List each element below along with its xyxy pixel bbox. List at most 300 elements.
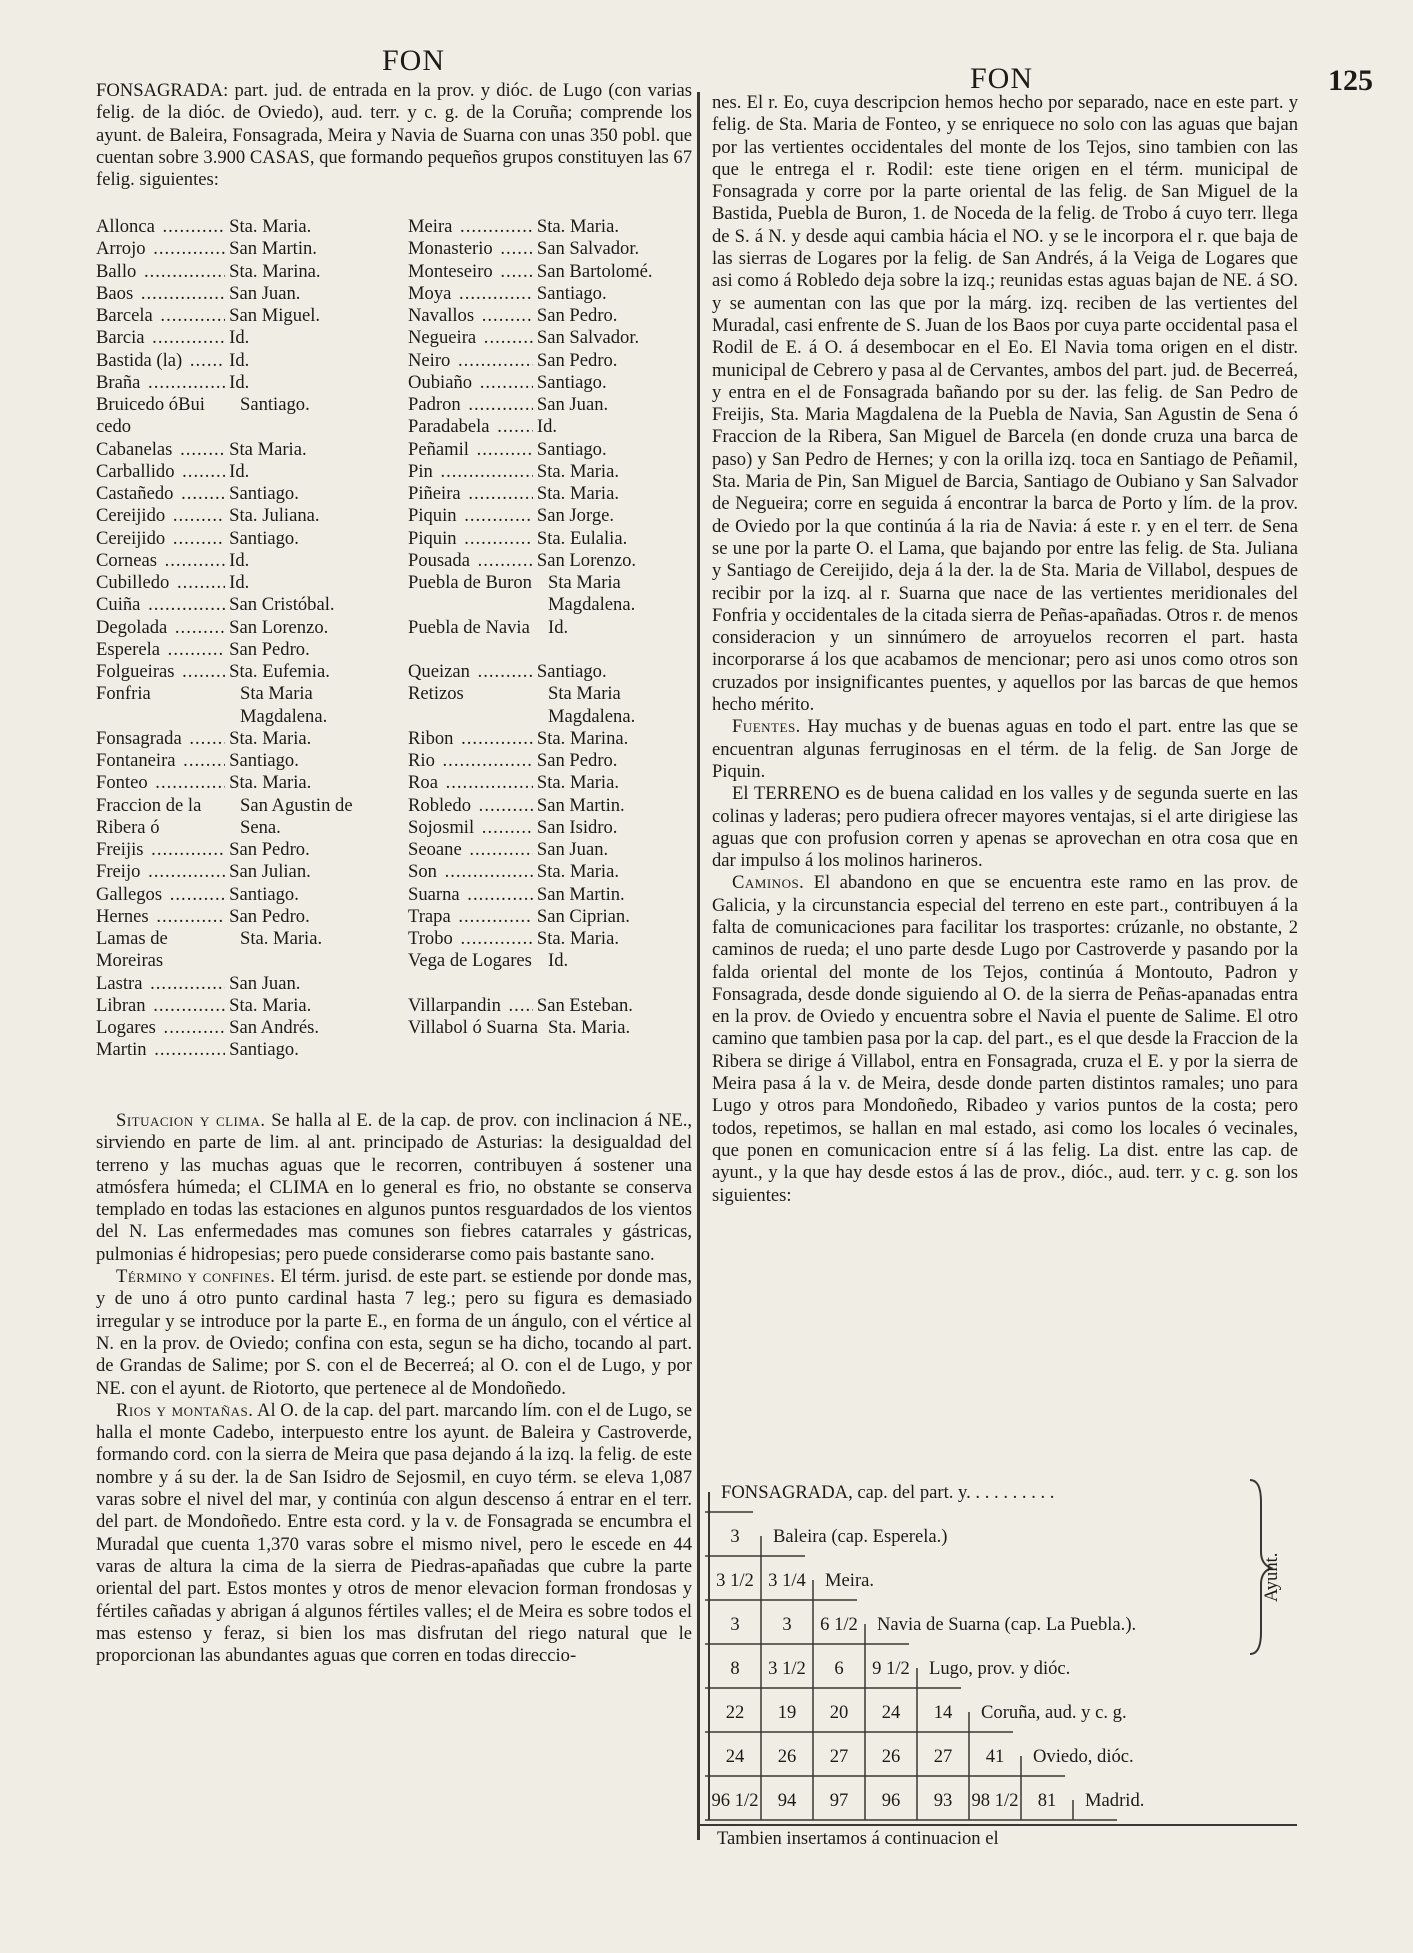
parish-list-left <box>96 216 386 1062</box>
section-text: Hay muchas y de buenas aguas en todo el part. entre las que se encuentran algunas ferruginosas en el térm. de la felig. de San Jorge de Piquin. <box>712 716 1298 782</box>
parish-row <box>96 216 386 238</box>
parish-name <box>408 995 533 1017</box>
parish-name <box>96 617 225 639</box>
parish-name-text: Cuiña <box>96 594 141 616</box>
parish-name <box>96 305 225 327</box>
parish-row <box>408 906 693 928</box>
parish-name <box>408 817 533 839</box>
parish-saint: San Bartolomé. <box>536 260 653 282</box>
distance-value: 20 <box>829 1702 849 1723</box>
distance-value: 14 <box>933 1702 953 1723</box>
parish-name-text: Hernes <box>96 905 149 927</box>
parish-name <box>96 261 225 283</box>
section-paragraph <box>712 716 1298 783</box>
parish-name-text: Martin <box>96 1039 147 1061</box>
parish-saint: San Juan. <box>229 282 301 304</box>
parish-name-text: Neiro <box>408 349 451 371</box>
parish-row <box>408 572 693 617</box>
parish-saint: San Martin. <box>536 883 625 905</box>
distance-value: 3 1/2 <box>716 1570 754 1591</box>
parish-name <box>96 995 225 1017</box>
parish-name <box>96 728 225 750</box>
parish-name <box>96 928 236 973</box>
parish-name-text: Oubiaño <box>408 371 473 393</box>
parish-row <box>408 928 693 950</box>
parish-saint: Sta. Maria. <box>240 928 323 949</box>
parish-name-text: Peñamil <box>408 438 469 460</box>
parish-row <box>408 372 693 394</box>
parish-row <box>408 216 693 238</box>
parish-saint: San Juan. <box>229 972 301 994</box>
parish-saint: Id. <box>548 950 569 972</box>
section-heading: Término y confines. <box>116 1266 276 1288</box>
parish-name-text: Corneas <box>96 549 157 571</box>
parish-name <box>96 1039 225 1061</box>
distance-value: 19 <box>777 1702 797 1723</box>
parish-saint: San Pedro. <box>229 839 310 860</box>
section-heading: Caminos. <box>732 872 805 894</box>
parish-name-text: Cereijido <box>96 505 166 527</box>
parish-name-text: Piquin <box>408 527 457 549</box>
parish-row <box>96 305 386 327</box>
parish-row <box>96 928 386 973</box>
parish-saint: Id. <box>229 327 250 349</box>
section-text: El térm. jurisd. de este part. se estiende por donde mas, y de uno á otro punto cardinal hasta 7 leg.; pero su figura es demasiado irregular y se introduce por la parte E., en forma de un ángulo, con el vértice al N. en la prov. de Oviedo; confina con esta, segun se ha dicho, tocando al part. de Grandas de Salime; por S. con el de Becerreá; al O. con el de Lugo, y por NE. con el ayunt. de Riotorto, que pertenece al de Mondoñedo. <box>96 1266 692 1399</box>
section-text: Se halla al E. de la cap. de prov. con inclinacion á NE., sirviendo en parte de lim. al ant. principado de Asturias: la desigualdad del terreno y las muchas aguas que le recorren, contribuyen á sostener una atmósfera húmeda; el CLIMA en lo general es frio, no obstante se conserva templado en todas las estaciones en algunos puntos resguardados de los vientos del N. Las enfermedades mas comunes son fiebres catarrales y gástricas, pulmonias é hidropesias; pero puede considerarse como pais bastante sano. <box>96 1110 692 1265</box>
parish-name-text: Carballido <box>96 460 175 482</box>
parish-row <box>408 884 693 906</box>
parish-saint: Santiago. <box>229 527 299 549</box>
parish-name <box>96 216 225 238</box>
parish-saint: Sta Maria Magdalena. <box>240 683 328 727</box>
parish-row <box>96 1039 386 1061</box>
parish-name-text: Puebla de Buron <box>408 572 532 593</box>
parish-name-text: Ballo <box>96 260 137 282</box>
parish-saint: Sta Maria Magdalena. <box>548 683 636 727</box>
parish-row <box>96 283 386 305</box>
parish-saint: Sta. Marina. <box>229 260 321 282</box>
parish-row <box>96 528 386 550</box>
parish-name-text: Fonfria <box>96 683 151 705</box>
distance-value: 3 <box>730 1526 740 1547</box>
parish-saint: San Martin. <box>229 238 317 260</box>
section-paragraph <box>96 1400 692 1668</box>
parish-row <box>408 394 693 416</box>
parish-name <box>408 839 533 861</box>
parish-name-text: Cabanelas <box>96 438 173 460</box>
footnote: Tambien insertamos á continuacion el <box>717 1828 999 1849</box>
parish-name <box>408 261 533 283</box>
parish-saint: San Martin. <box>536 794 625 816</box>
parish-name-text: Seoane <box>408 839 462 860</box>
parish-row <box>96 461 386 483</box>
parish-saint: Sta. Maria. <box>536 483 619 504</box>
parish-name <box>408 1017 544 1062</box>
parish-saint: Id. <box>229 572 250 593</box>
parish-saint: San Miguel. <box>229 305 321 326</box>
parish-row <box>408 238 693 260</box>
distance-value: 3 <box>782 1614 792 1635</box>
distance-value: 27 <box>933 1746 953 1767</box>
parish-row <box>96 861 386 883</box>
parish-name <box>408 617 544 662</box>
parish-row <box>408 283 693 305</box>
parish-saint: Sta. Maria. <box>536 460 619 482</box>
parish-name <box>96 283 225 305</box>
parish-saint: Sta. Maria. <box>536 928 619 949</box>
right-sections <box>712 92 1298 1207</box>
running-head-right: FON <box>970 62 1034 95</box>
parish-saint: Sta. Marina. <box>536 727 629 749</box>
parish-row <box>96 795 386 840</box>
parish-saint: San Lorenzo. <box>229 616 329 638</box>
parish-name-text: Villabol ó Suarna <box>408 1017 539 1038</box>
distance-value: 96 1/2 <box>711 1790 759 1811</box>
parish-name-text: Freijis <box>96 839 144 860</box>
parish-name <box>408 238 533 260</box>
parish-saint: Santiago. <box>536 438 607 460</box>
parish-name-text: Esperela <box>96 638 161 660</box>
distance-place: Coruña, aud. y c. g. <box>981 1702 1127 1723</box>
parish-saint: San Pedro. <box>229 905 310 927</box>
section-text: El TERRENO es de buena calidad en los valles y de segunda suerte en las colinas y laderas; pero pudiera ofrecer mayores ventajas, si el arte dirigiese las aguas que con profusion corren y apenas se aprovechan en otra cosa que en dar impulso á los molinos harineros. <box>712 783 1298 872</box>
parish-row <box>96 728 386 750</box>
distance-value: 24 <box>725 1746 745 1767</box>
parish-row <box>408 528 693 550</box>
parish-saint: Santiago. <box>536 371 607 393</box>
parish-row <box>408 305 693 327</box>
parish-name <box>96 861 225 883</box>
left-sections <box>96 1110 692 1667</box>
intro-text: FONSAGRADA: part. jud. de entrada en la prov. y dióc. de Lugo (con varias felig. de la dióc. de Oviedo), aud. terr. y c. g. de la Coruña; comprende los ayunt. de Baleira, Fonsagrada, Meira y Navia de Suarna con unas 350 pobl. que cuentan sobre 3.900 CASAS, que formando pequeños grupos constituyen las 67 felig. siguientes: <box>96 80 692 191</box>
parish-name-text: Fonsagrada <box>96 727 182 749</box>
parish-saint: San Andrés. <box>229 1017 320 1038</box>
parish-saint: Sta. Eufemia. <box>229 661 330 682</box>
distance-value: 6 1/2 <box>820 1614 858 1635</box>
parish-saint: San Lorenzo. <box>536 549 637 571</box>
parish-name <box>408 928 533 950</box>
parish-name <box>408 728 533 750</box>
parish-name <box>408 884 533 906</box>
parish-row <box>96 661 386 683</box>
section-text: El abandono en que se encuentra este ramo en las prov. de Galicia, y la circunstancia especial del terreno en este part., contribuyen á la falta de comunicaciones para facilitar los trasportes: crúzanle, no obstante, 2 caminos de rueda; el uno parte desde Lugo por Castroverde y pasando por la falda oriental del monte de los Tejos, continúa á Montouto, Padron y Fonsagrada, desde donde siguiendo al O. de la sierra de Peñas-apanadas entra en la prov. de Oviedo y encuentra sobre el Navia el puente de Salime. El otro camino que tambien pasa por la cap. del part., es el que desde la Fraccion de la Ribera se dirige á Villabol, entra en Fonsagrada, cruza el E. y por la sierra de Meira pasa á la v. de Meira, desde donde parten distintos ramales; uno para Lugo y otros para Mondoñedo, Ribadeo y varios puntos de la costa; pero todos, repetimos, se hallan en mal estado, asi como los locales ó vecinales, que ponen en comunicacion entre sí á las felig. La dist. entre las cap. de ayunt., y la que hay desde estos á las de prov., dióc., aud. terr. y c. g. son los siguientes: <box>712 872 1298 1206</box>
parish-row <box>408 795 693 817</box>
parish-name <box>96 372 225 394</box>
parish-name-text: Puebla de Navia <box>408 616 530 638</box>
distance-place: Baleira (cap. Esperela.) <box>773 1526 948 1547</box>
parish-name-text: Trapa <box>408 905 451 927</box>
parish-name <box>408 906 533 928</box>
parish-name <box>96 350 225 372</box>
parish-row <box>408 261 693 283</box>
parish-name <box>96 661 225 683</box>
parish-name-text: Degolada <box>96 616 168 638</box>
parish-saint: Santiago. <box>240 394 310 415</box>
parish-name-text: Meira <box>408 216 453 237</box>
parish-name-text: Arrojo <box>96 238 146 260</box>
parish-row <box>96 372 386 394</box>
parish-name-text: Monasterio <box>408 238 493 260</box>
parish-name <box>408 439 533 461</box>
parish-saint: Santiago. <box>229 883 299 905</box>
parish-saint: Sta. Maria. <box>229 772 312 794</box>
parish-name-text: Lastra <box>96 972 143 994</box>
parish-name-text: Baos <box>96 282 134 304</box>
parish-row <box>96 995 386 1017</box>
parish-saint: Id. <box>229 371 250 393</box>
distance-place: Navia de Suarna (cap. La Puebla.). <box>877 1614 1137 1635</box>
parish-row <box>408 350 693 372</box>
parish-name-text: Piquin <box>408 505 457 527</box>
parish-row <box>408 617 693 662</box>
parish-saint: Id. <box>229 549 250 571</box>
parish-name-text: Robledo <box>408 794 472 816</box>
parish-saint: San Salvador. <box>536 327 640 349</box>
parish-name-text: Allonca <box>96 216 155 237</box>
parish-saint: San Pedro. <box>536 750 618 771</box>
parish-name <box>96 327 225 349</box>
parish-name-text: Fontaneira <box>96 750 176 771</box>
parish-name <box>96 639 225 661</box>
parish-name-text: Sojosmil <box>408 816 475 838</box>
parish-row <box>408 327 693 349</box>
parish-row <box>408 550 693 572</box>
parish-row <box>96 683 386 728</box>
distance-value: 94 <box>777 1790 797 1811</box>
parish-saint: Sta. Juliana. <box>229 505 320 527</box>
distance-value: 22 <box>725 1702 745 1723</box>
parish-row <box>408 839 693 861</box>
parish-row <box>408 772 693 794</box>
parish-list-right <box>408 216 693 1062</box>
parish-name-text: Piñeira <box>408 483 461 504</box>
section-heading: Rios y montañas. <box>116 1399 254 1421</box>
parish-row <box>96 439 386 461</box>
distance-place: Meira. <box>825 1570 875 1591</box>
parish-saint: San Juan. <box>536 839 609 860</box>
parish-name-text: Freijo <box>96 861 141 883</box>
parish-row <box>96 1017 386 1039</box>
parish-name <box>408 795 533 817</box>
parish-name <box>96 973 225 995</box>
parish-saint: Santiago. <box>229 750 299 771</box>
parish-saint: San Salvador. <box>536 238 640 260</box>
parish-name <box>408 505 533 527</box>
parish-name-text: Trobo <box>408 928 453 949</box>
parish-name <box>408 305 533 327</box>
parish-name-text: Lamas de Moreiras <box>96 928 168 972</box>
parish-name-text: Navallos <box>408 305 475 326</box>
parish-name-text: Ribon <box>408 727 454 749</box>
parish-row <box>408 416 693 438</box>
parish-name-text: Cubilledo <box>96 572 170 593</box>
parish-saint: Sta. Maria. <box>536 772 619 794</box>
parish-name <box>408 372 533 394</box>
section-text: Al O. de la cap. del part. marcando lím. con el de Lugo, se halla el monte Cadebo, interpuesto entre los ayunt. de Baleira y Castroverde, formando cord. con la sierra de Meira que pasa dejando á la izq. la felig. de este nombre y á su der. la de San Isidro de Sejosmil, en cuyo térm. se eleva 1,087 varas sobre el nivel del mar, y continúa con algun descenso á entrar en el terr. del part. de Mondoñedo. Entre esta cord. y la v. de Fonsagrada se encumbra el Muradal que cuenta 1,370 varas sobre el mismo nivel, pero le escede en 44 varas de altura la cima de la sierra de Piedras-apañadas que cubre la parte oriental del part. Estos montes y otros de menor elevacion forman frondosas y fértiles cañadas y abrigan á algunos fértiles valles; el de Meira es sobre todos el mas estenso y feraz, si bien los mas disfrutan del riego natural que le proporcionan las abundantes aguas que corren en todas direccio- <box>96 1399 692 1667</box>
parish-name-text: Son <box>408 861 437 883</box>
section-heading: Situacion y clima. <box>116 1110 266 1131</box>
parish-saint: Sta Maria Magdalena. <box>548 572 636 616</box>
parish-name <box>408 283 533 305</box>
parish-name <box>408 572 544 617</box>
section-paragraph <box>712 783 1298 872</box>
distance-value: 3 <box>730 1614 740 1635</box>
parish-name <box>408 661 533 683</box>
parish-saint: Sta. Maria. <box>229 727 312 749</box>
parish-saint: Sta. Maria. <box>548 1017 631 1038</box>
parish-name <box>96 594 225 616</box>
parish-name-text: Fonteo <box>96 772 148 794</box>
parish-name <box>408 394 533 416</box>
parish-saint: San Cristóbal. <box>229 594 335 616</box>
section-paragraph <box>96 1266 692 1400</box>
parish-row <box>408 1017 693 1062</box>
parish-name-text: Barcia <box>96 327 145 349</box>
parish-name-text: Logares <box>96 1017 156 1038</box>
running-head-left: FON <box>382 44 446 77</box>
parish-saint: Sta Maria. <box>229 438 307 460</box>
parish-row <box>408 950 693 995</box>
parish-saint: Sta. Maria. <box>229 994 312 1016</box>
parish-saint: Id. <box>548 616 569 638</box>
parish-name <box>408 528 533 550</box>
parish-name-text: Paradabela <box>408 416 490 438</box>
parish-row <box>408 483 693 505</box>
parish-name-text: Villarpandin <box>408 994 501 1016</box>
parish-saint: Id. <box>536 416 558 438</box>
parish-saint: Id. <box>229 460 250 482</box>
parish-name <box>96 772 225 794</box>
parish-name <box>408 327 533 349</box>
intro-paragraph <box>96 80 692 191</box>
parish-saint: Santiago. <box>229 483 299 504</box>
parish-row <box>408 861 693 883</box>
parish-saint: Id. <box>229 349 250 371</box>
parish-name <box>96 483 225 505</box>
parish-saint: San Jorge. <box>536 505 615 527</box>
parish-saint: Sta. Maria. <box>536 216 619 237</box>
parish-name <box>96 795 236 840</box>
parish-name <box>96 839 225 861</box>
parish-name-text: Roa <box>408 772 438 794</box>
parish-name-text: Rio <box>408 750 435 771</box>
parish-name <box>96 505 225 527</box>
parish-row <box>96 639 386 661</box>
parish-row <box>96 906 386 928</box>
distance-value: 8 <box>730 1658 740 1679</box>
parish-row <box>96 617 386 639</box>
parish-row <box>96 839 386 861</box>
distance-place: FONSAGRADA, cap. del part. y. . . . . . . . . . <box>721 1482 1055 1503</box>
parish-row <box>96 973 386 995</box>
parish-name-text: Pousada <box>408 549 470 571</box>
parish-row <box>408 728 693 750</box>
parish-row <box>96 483 386 505</box>
distance-place: Lugo, prov. y dióc. <box>929 1658 1071 1679</box>
distance-value: 26 <box>881 1746 901 1767</box>
parish-name-text: Retizos <box>408 683 464 705</box>
distance-value: 3 1/2 <box>768 1658 806 1679</box>
parish-name <box>96 550 225 572</box>
parish-name-text: Suarna <box>408 883 460 905</box>
parish-name <box>96 528 225 550</box>
parish-name-text: Moya <box>408 282 452 304</box>
parish-name <box>96 906 225 928</box>
parish-saint: Sta. Maria. <box>229 216 312 237</box>
parish-saint: San Julian. <box>229 861 311 883</box>
parish-row <box>96 772 386 794</box>
parish-name <box>96 439 225 461</box>
parish-saint: San Pedro. <box>536 305 618 326</box>
parish-row <box>96 884 386 906</box>
distance-value: 26 <box>777 1746 797 1767</box>
parish-saint: Sta. Eulalia. <box>536 527 628 549</box>
parish-saint: San Esteban. <box>536 994 633 1016</box>
parish-row <box>408 750 693 772</box>
parish-saint: San Juan. <box>536 394 609 415</box>
parish-name-text: Libran <box>96 994 146 1016</box>
section-heading: Fuentes. <box>732 716 801 738</box>
parish-name <box>96 750 225 772</box>
parish-name-text: Bruicedo óBui cedo <box>96 394 205 438</box>
parish-row <box>96 327 386 349</box>
parish-name-text: Pin <box>408 460 433 482</box>
column-rule <box>697 92 700 1840</box>
distance-value: 98 1/2 <box>971 1790 1019 1811</box>
parish-name-text: Cereijido <box>96 527 166 549</box>
parish-name-text: Negueira <box>408 327 477 349</box>
distance-value: 81 <box>1037 1790 1057 1811</box>
parish-row <box>96 505 386 527</box>
parish-name <box>408 461 533 483</box>
parish-name-text: Barcela <box>96 305 153 326</box>
parish-name <box>408 950 544 995</box>
parish-saint: San Ciprian. <box>536 905 630 927</box>
parish-name <box>96 572 225 594</box>
parish-name-text: Queizan <box>408 661 470 682</box>
parish-name <box>408 750 533 772</box>
parish-row <box>96 261 386 283</box>
parish-name <box>96 394 236 439</box>
parish-name <box>408 416 533 438</box>
distance-value: 6 <box>834 1658 844 1679</box>
distance-value: 97 <box>829 1790 849 1811</box>
parish-saint: Santiago. <box>536 661 607 682</box>
parish-name <box>408 216 533 238</box>
distance-value: 9 1/2 <box>872 1658 910 1679</box>
parish-saint: San Isidro. <box>536 816 618 838</box>
distance-value: 96 <box>881 1790 901 1811</box>
parish-name-text: Padron <box>408 394 461 415</box>
parish-name-text: Bastida (la) <box>96 349 183 371</box>
parish-name-text: Fraccion de la Ribera ó <box>96 794 202 838</box>
section-paragraph <box>712 872 1298 1206</box>
section-text: nes. El r. Eo, cuya descripcion hemos hecho por separado, nace en este part. y felig. de Sta. Maria de Fonteo, y se enriquece no solo con las aguas que bajan por las vertientes occidentales del monte de los Tejos, sino tambien con las que le entrega el r. Rodil: este tiene origen en el térm. municipal de Fonsagrada y corre por la parte oriental de las felig. de San Miguel de la Bastida, Puebla de Buron, 1. de Noceda de la felig. de Trobo á cuyo terr. llega de S. á N. y desde aqui cambia hácia el NO. y se le incorpora el r. que baja de las sierras de Logares por la felig. de San Andrés, á la Veiga de Logares que asi como á Robledo deja sobre la izq.; reunidas estas aguas bajan de NE. á SO. y se aumentan con las que por la márg. izq. reciben de las vertientes del Muradal, casi enfrente de S. Juan de los Baos por cuya parte occidental pasa el Rodil de E. á O. á desembocar en el Eo. El Navia toma origen en el distr. municipal de Cebrero y pasa al de Cervantes, ambos del part. jud. de Becerreá, y entra en el de Fonsagrada bañando por su der. las felig. de San Pedro de Freijis, Sta. Maria Magdalena de la Puebla de Navia, San Agustin de Sena ó Fraccion de la Ribera, San Miguel de Barcela (en donde cruza una barca de paso) y San Pedro de Hernes; y con la orilla izq. toca en Santiago de Peñamil, Sta. Maria de Pin, San Miguel de Barcia, Santiago de Oubiano y San Salvador de Negueira; corre en seguida á encontrar la barca de Porto y lím. de la prov. de Oviedo por la que continúa á la ria de Navia: á este r. y en el terr. de Sena se une por la parte O. el Lama, que bajando por entre las felig. de Sta. Juliana y Santiago de Cereijido, deja á la der. la de Sta. Maria de Villabol, despues de recibir por la izq. al r. Suarna que nace de las vertientes meridionales del Fonfria y occidentales de la citada sierra de Peñas-apañadas. Otros r. de menos consideracion y un sinnúmero de arroyuelos recorren el part. hasta incorporarse á los que acabamos de mencionar; pero asi unos como otros son cruzados por insignificantes puentes, y aquellos por las barcas de que hemos hecho mérito. <box>712 92 1298 716</box>
parish-row <box>408 505 693 527</box>
parish-row <box>408 683 693 728</box>
parish-name <box>408 861 533 883</box>
parish-name-text: Vega de Logares <box>408 950 532 972</box>
parish-name-text: Braña <box>96 371 141 393</box>
parish-saint: San Agustin de Sena. <box>240 794 353 838</box>
distance-table <box>705 1472 1282 1824</box>
parish-name <box>96 1017 225 1039</box>
parish-saint: Sta. Maria. <box>536 861 619 883</box>
parish-name <box>96 461 225 483</box>
distance-value: 93 <box>933 1790 953 1811</box>
parish-row <box>96 394 386 439</box>
parish-name-text: Gallegos <box>96 883 163 905</box>
